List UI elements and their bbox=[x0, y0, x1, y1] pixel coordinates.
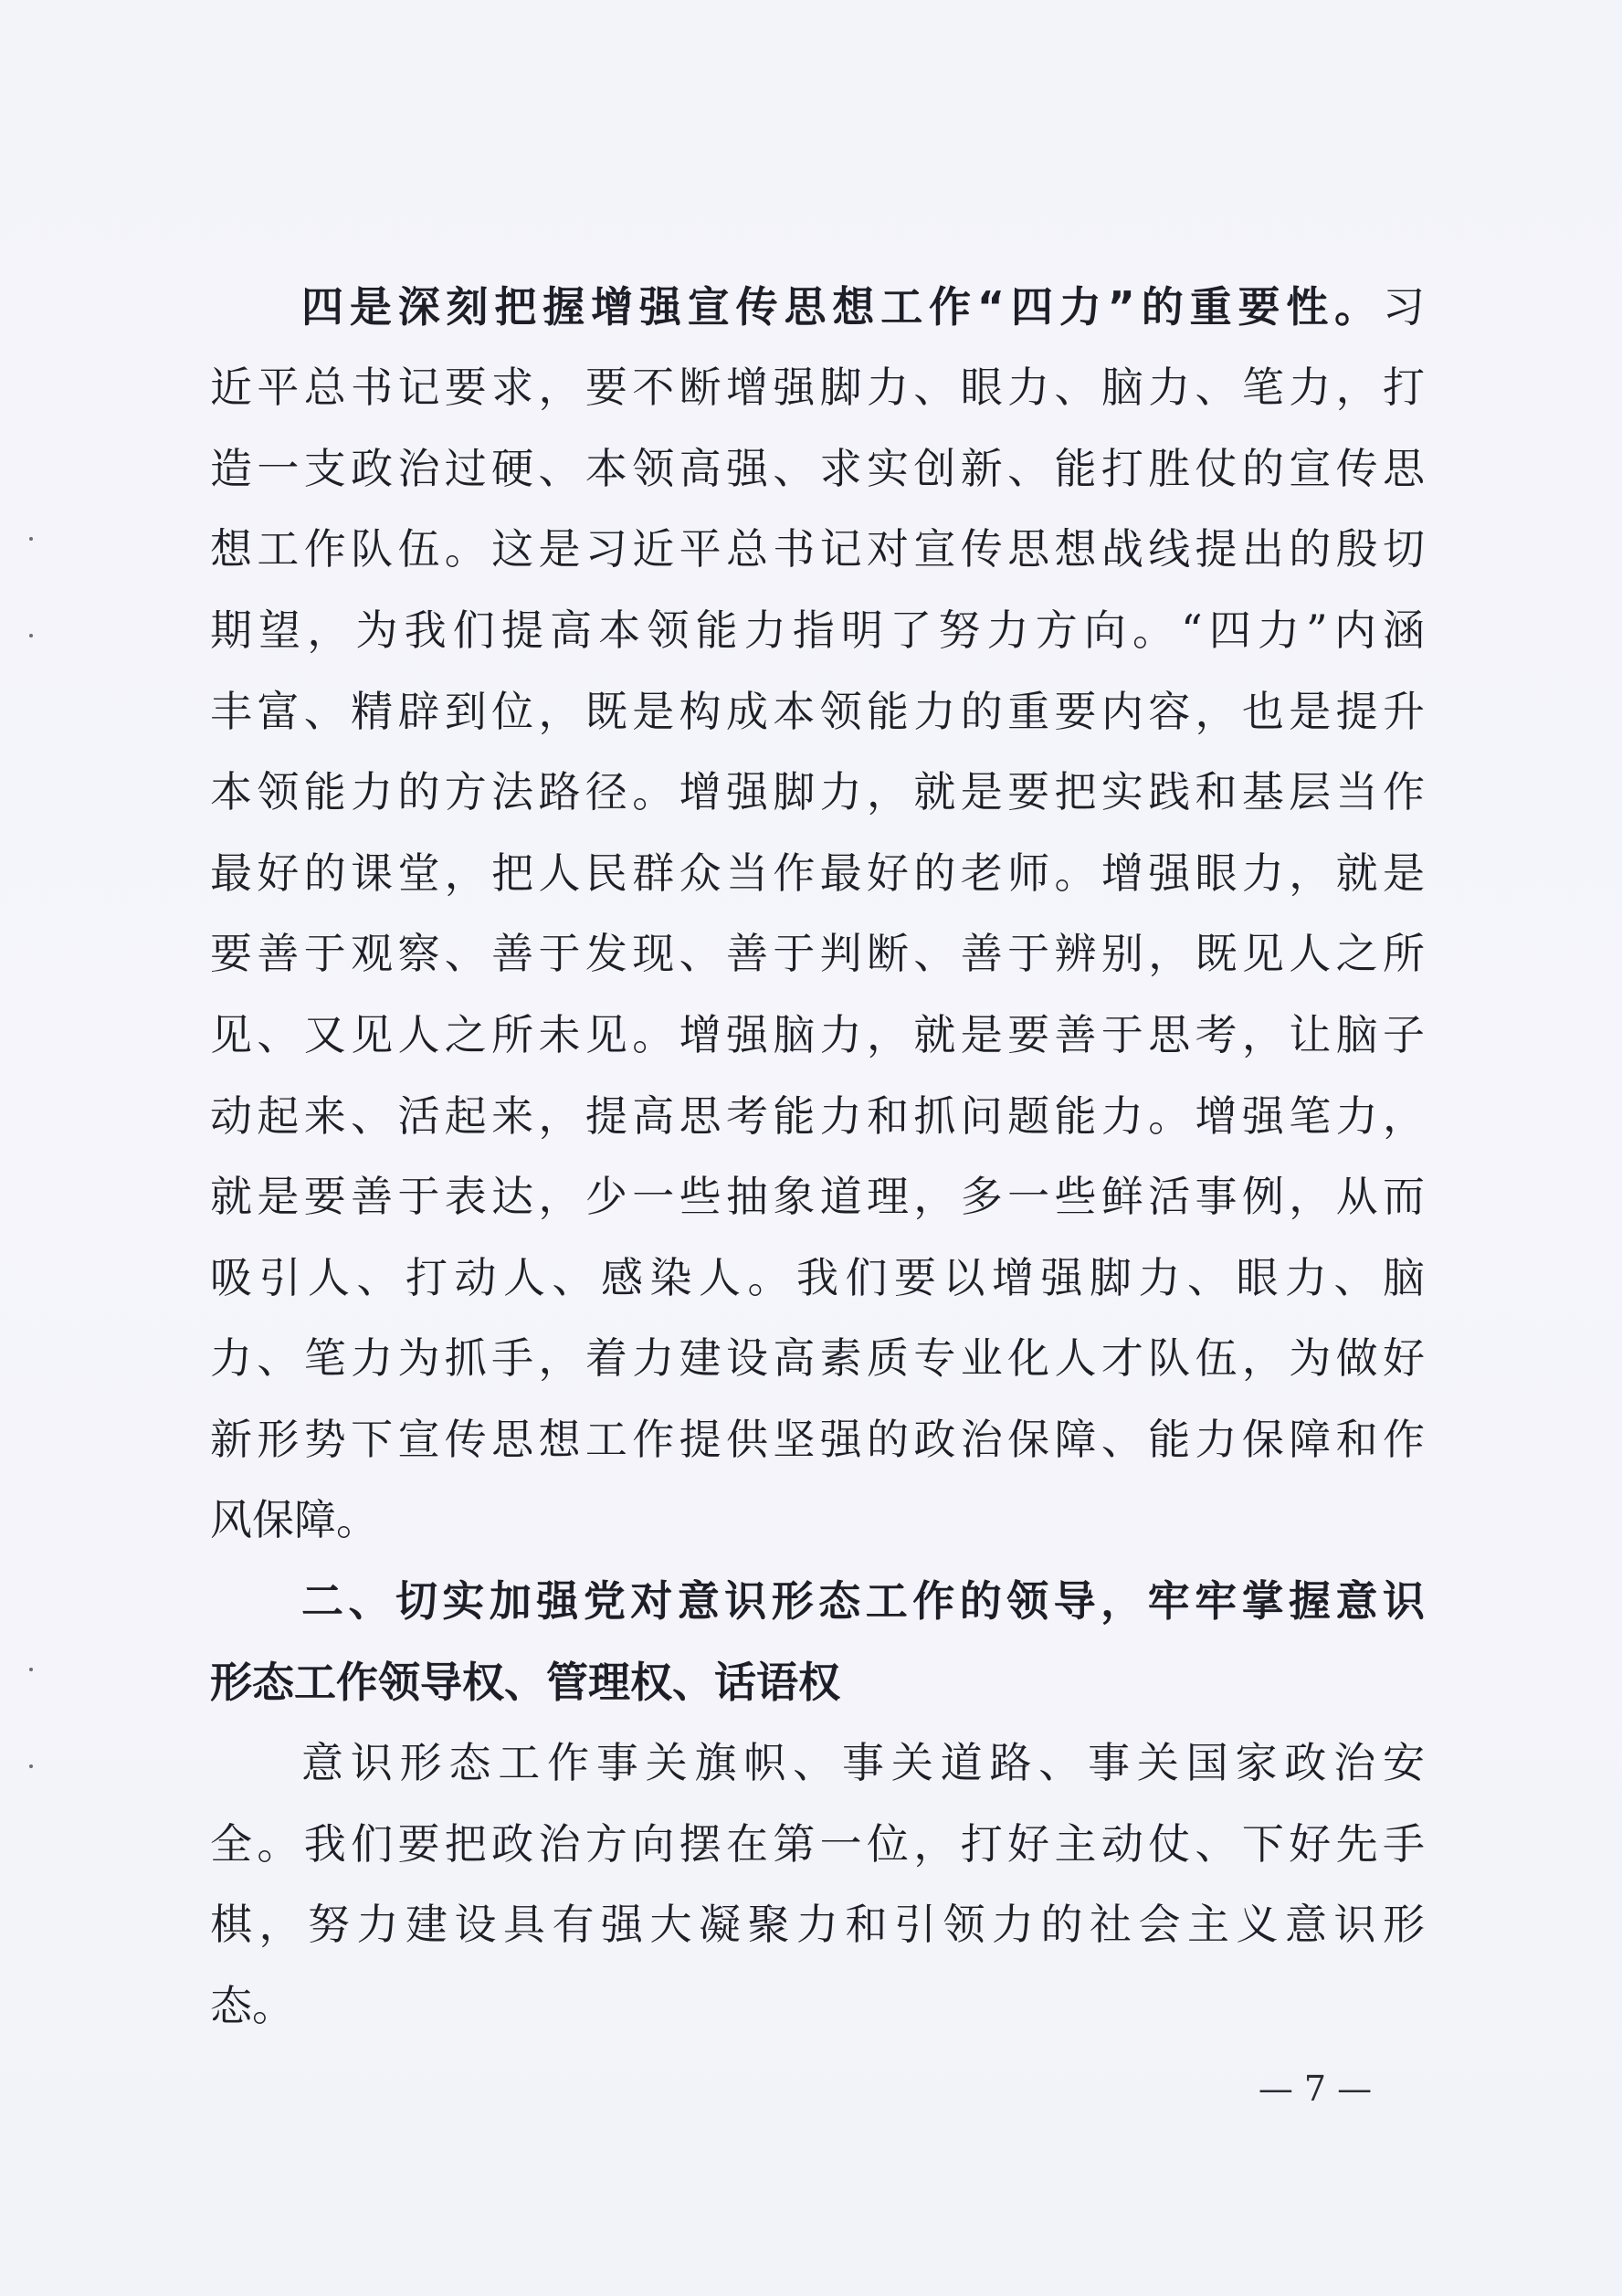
paragraph-four-line-9: 要善于观察、善于发现、善于判断、善于辨别，既见人之所 bbox=[210, 929, 1425, 978]
paragraph-four-line-5: 期望，为我们提高本领能力指明了努力方向。“四力”内涵 bbox=[210, 606, 1425, 655]
section-two-body-line-1: 意识形态工作事关旗帜、事关道路、事关国家政治安 bbox=[301, 1738, 1425, 1787]
margin-mark bbox=[29, 537, 33, 541]
paragraph-four-line-13: 吸引人、打动人、感染人。我们要以增强脚力、眼力、脑 bbox=[210, 1253, 1425, 1302]
paragraph-four-line-2: 近平总书记要求，要不断增强脚力、眼力、脑力、笔力，打 bbox=[210, 363, 1425, 412]
section-two-heading-line-2: 形态工作领导权、管理权、话语权 bbox=[210, 1658, 840, 1707]
paragraph-four-line-6: 丰富、精辟到位，既是构成本领能力的重要内容，也是提升 bbox=[210, 687, 1425, 736]
paragraph-four-line-15: 新形势下宣传思想工作提供坚强的政治保障、能力保障和作 bbox=[210, 1415, 1425, 1464]
section-two-body-line-4: 态。 bbox=[210, 1981, 294, 2030]
paragraph-four-line-1 bbox=[301, 267, 1425, 348]
paragraph-four-line-10: 见、又见人之所未见。增强脑力，就是要善于思考，让脑子 bbox=[210, 1010, 1425, 1059]
margin-mark bbox=[29, 634, 33, 637]
paragraph-four-line-4: 想工作队伍。这是习近平总书记对宣传思想战线提出的殷切 bbox=[210, 524, 1425, 574]
paragraph-four-line-7: 本领能力的方法路径。增强脚力，就是要把实践和基层当作 bbox=[210, 767, 1425, 816]
paragraph-four-line-1-tail: 习 bbox=[1383, 282, 1425, 332]
section-two-body-line-2: 全。我们要把政治方向摆在第一位，打好主动仗、下好先手 bbox=[210, 1819, 1425, 1869]
paragraph-four-line-11: 动起来、活起来，提高思考能力和抓问题能力。增强笔力， bbox=[210, 1091, 1425, 1141]
paragraph-four-line-8: 最好的课堂，把人民群众当作最好的老师。增强眼力，就是 bbox=[210, 848, 1425, 898]
section-two-heading-line-1: 二、切实加强党对意识形态工作的领导，牢牢掌握意识 bbox=[301, 1576, 1425, 1626]
margin-mark bbox=[29, 1764, 33, 1768]
paragraph-four-line-14: 力、笔力为抓手，着力建设高素质专业化人才队伍，为做好 bbox=[210, 1333, 1425, 1383]
paragraph-four-line-3: 造一支政治过硬、本领高强、求实创新、能打胜仗的宣传思 bbox=[210, 444, 1425, 493]
section-two-body-line-3: 棋，努力建设具有强大凝聚力和引领力的社会主义意识形 bbox=[210, 1900, 1425, 1949]
margin-mark bbox=[29, 1668, 33, 1671]
paragraph-four-line-16: 风保障。 bbox=[210, 1495, 378, 1544]
paragraph-four-line-12: 就是要善于表达，少一些抽象道理，多一些鲜活事例，从而 bbox=[210, 1172, 1425, 1221]
paragraph-four-lead: 四是深刻把握增强宣传思想工作“四力”的重要性。 bbox=[301, 282, 1383, 332]
page-number: — 7 — bbox=[1258, 2069, 1373, 2109]
